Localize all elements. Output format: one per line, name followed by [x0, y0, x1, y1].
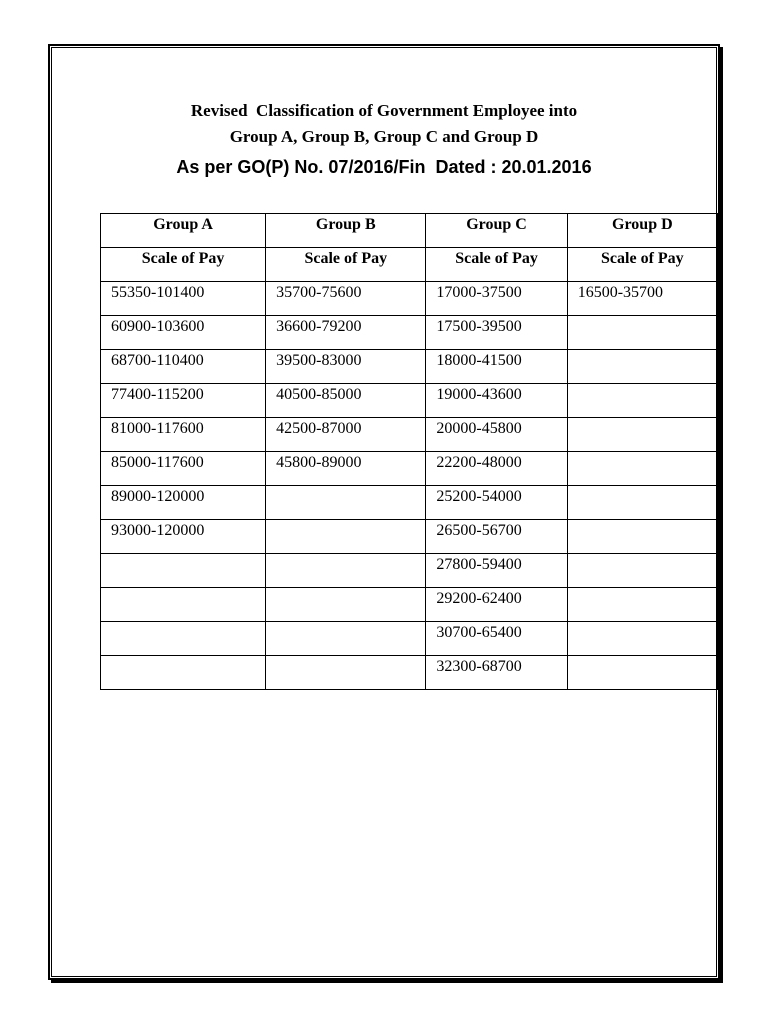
cell-group-a — [101, 656, 266, 690]
cell-group-c: 20000-45800 — [426, 418, 567, 452]
cell-group-b: 35700-75600 — [266, 282, 426, 316]
cell-group-d — [567, 350, 717, 384]
table-row — [101, 282, 718, 316]
cell-group-a: 89000-120000 — [101, 486, 266, 520]
subheader-scale-of-pay-d: Scale of Pay — [567, 248, 717, 282]
subheader-scale-of-pay-a: Scale of Pay — [101, 248, 266, 282]
header-group-b: Group B — [266, 214, 426, 248]
cell-group-a: 85000-117600 — [101, 452, 266, 486]
table-row — [101, 520, 718, 554]
header-group-c: Group C — [426, 214, 567, 248]
cell-group-c: 17500-39500 — [426, 316, 567, 350]
table-row — [101, 486, 718, 520]
subheader-row — [101, 248, 718, 282]
table-row — [101, 384, 718, 418]
cell-group-a: 68700-110400 — [101, 350, 266, 384]
cell-group-b — [266, 486, 426, 520]
cell-group-d: 16500-35700 — [567, 282, 717, 316]
cell-group-c: 25200-54000 — [426, 486, 567, 520]
table-row — [101, 452, 718, 486]
cell-group-b: 42500-87000 — [266, 418, 426, 452]
cell-group-b — [266, 520, 426, 554]
table-row — [101, 316, 718, 350]
cell-group-d — [567, 520, 717, 554]
cell-group-b: 45800-89000 — [266, 452, 426, 486]
cell-group-c: 17000-37500 — [426, 282, 567, 316]
table-row — [101, 656, 718, 690]
cell-group-d — [567, 554, 717, 588]
cell-group-d — [567, 316, 717, 350]
cell-group-c: 19000-43600 — [426, 384, 567, 418]
cell-group-d — [567, 622, 717, 656]
cell-group-b: 39500-83000 — [266, 350, 426, 384]
table-row — [101, 588, 718, 622]
table-row — [101, 554, 718, 588]
cell-group-a: 55350-101400 — [101, 282, 266, 316]
cell-group-a: 60900-103600 — [101, 316, 266, 350]
header-group-a: Group A — [101, 214, 266, 248]
cell-group-d — [567, 656, 717, 690]
pay-scale-table — [100, 213, 718, 690]
cell-group-d — [567, 486, 717, 520]
table-row — [101, 418, 718, 452]
document-title-line-1: Revised Classification of Government Employee into — [190, 101, 578, 120]
table-row — [101, 622, 718, 656]
header-group-d: Group D — [567, 214, 717, 248]
cell-group-a — [101, 622, 266, 656]
cell-group-b: 36600-79200 — [266, 316, 426, 350]
cell-group-d — [567, 452, 717, 486]
cell-group-c: 22200-48000 — [426, 452, 567, 486]
cell-group-c: 30700-65400 — [426, 622, 567, 656]
document-subtitle: As per GO(P) No. 07/2016/Fin Dated : 20.01.2016 — [176, 157, 592, 177]
cell-group-b — [266, 622, 426, 656]
cell-group-a — [101, 554, 266, 588]
subheader-scale-of-pay-b: Scale of Pay — [266, 248, 426, 282]
cell-group-a: 77400-115200 — [101, 384, 266, 418]
table-row — [101, 350, 718, 384]
cell-group-b — [266, 554, 426, 588]
cell-group-b — [266, 656, 426, 690]
document-page — [48, 44, 720, 980]
cell-group-a: 93000-120000 — [101, 520, 266, 554]
cell-group-d — [567, 384, 717, 418]
cell-group-a: 81000-117600 — [101, 418, 266, 452]
cell-group-c: 29200-62400 — [426, 588, 567, 622]
cell-group-c: 32300-68700 — [426, 656, 567, 690]
cell-group-a — [101, 588, 266, 622]
cell-group-c: 27800-59400 — [426, 554, 567, 588]
subheader-scale-of-pay-c: Scale of Pay — [426, 248, 567, 282]
table-body — [101, 282, 718, 690]
cell-group-c: 18000-41500 — [426, 350, 567, 384]
cell-group-d — [567, 418, 717, 452]
cell-group-d — [567, 588, 717, 622]
group-header-row — [101, 214, 718, 248]
cell-group-c: 26500-56700 — [426, 520, 567, 554]
cell-group-b — [266, 588, 426, 622]
document-title-line-2: Group A, Group B, Group C and Group D — [229, 127, 539, 146]
cell-group-b: 40500-85000 — [266, 384, 426, 418]
